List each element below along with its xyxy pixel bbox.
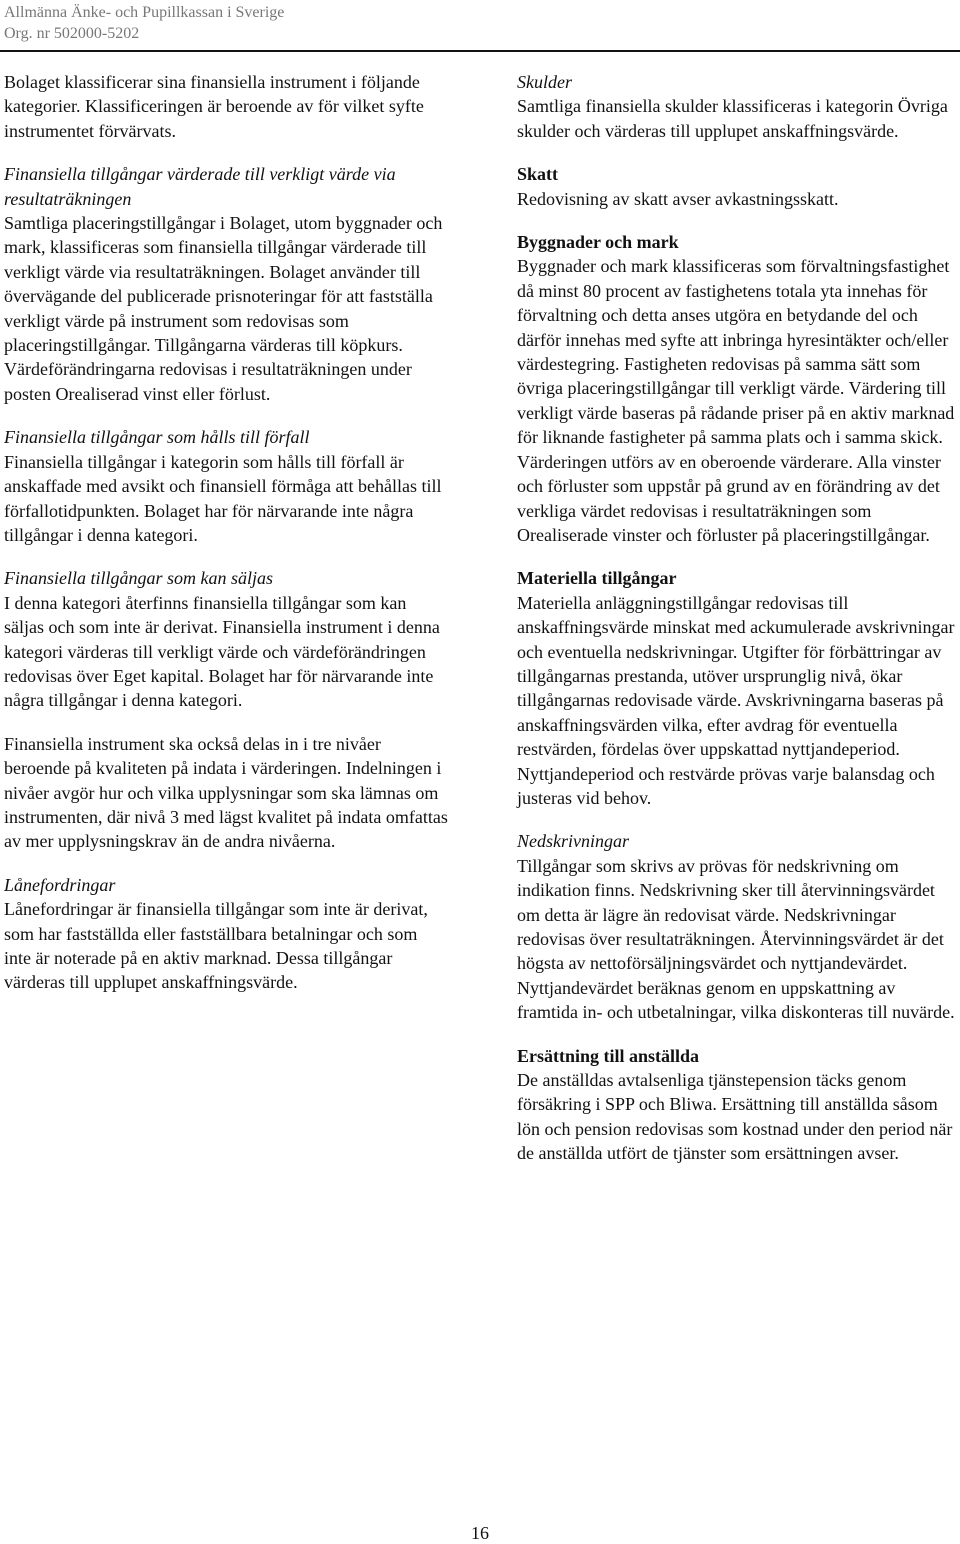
section-loans-receivable: [4, 873, 448, 995]
section-body: Tillgångar som skrivs av prövas för nedskrivning om indikation finns. Nedskrivning sker till återvinningsvärdet om detta är lägre än redovisat värde. Nedskrivningar redovisas över resultaträkningen. Återvinningsvärdet är det högsta av nettoförsäljningsvärdet och nyttjandevärdet. Nyttjandevärdet beräknas genom en uppskattning av framtida in- och utbetalningar, vilka diskonteras till nuvärde.: [517, 855, 955, 1023]
section-body: Materiella anläggningstillgångar redovisas till anskaffningsvärde minskat med ackumulerade avskrivningar och eventuella nedskrivningar. Utgifter för förbättringar av tillgångarnas prestanda, utöver ursprunglig nivå, ökar tillgångarnas redovisade värde. Avskrivningarna baseras på anskaffningsvärden vilka, efter avdrag för eventuella restvärden, fördelas över uppskattad nyttjandeperiod. Nyttjandeperiod och restvärde prövas varje balansdag och justeras vid behov.: [517, 592, 955, 808]
section-body: Lånefordringar är finansiella tillgångar som inte är derivat, som har fastställda eller fastställbara betalningar och som inte är noterade på en aktiv marknad. Dessa tillgångar värderas till upplupet anskaffningsvärde.: [4, 899, 428, 993]
section-heading: Ersättning till anställda: [517, 1045, 700, 1066]
section-heading: Materiella tillgångar: [517, 568, 677, 589]
right-column: [517, 70, 960, 1185]
section-body: Redovisning av skatt avser avkastningsskatt.: [517, 188, 839, 209]
section-buildings-and-land: [517, 230, 960, 547]
left-column: [4, 70, 448, 1014]
section-impairments: [517, 829, 960, 1024]
section-fvtpl: [4, 162, 448, 406]
header-divider: [0, 50, 960, 52]
section-tax: [517, 162, 960, 211]
section-heading: Skulder: [517, 72, 572, 92]
section-liabilities: [517, 70, 960, 143]
section-body: Finansiella instrument ska också delas in i tre nivåer beroende på kvaliteten på indata i värderingen. Indelningen i nivåer avgör hur och vilka upplysningar som ska lämnas om instrumenten, där nivå 3 med lägst kvalitet på indata omfattas av mer upplysningskrav än de andra nivåerna.: [4, 733, 448, 852]
section-body: Samtliga placeringstillgångar i Bolaget, utom byggnader och mark, klassificeras som finansiella tillgångar värderade till verkligt värde via resultaträkningen. Bolaget använder till övervägande del publicerade prisnoteringar för att fastställa verkligt värde på instrument som redovisas som placeringstillgångar. Tillgångarna värderas till köpkurs. Värdeförändringarna redovisas i resultaträkningen under posten Orealiserad vinst eller förlust.: [4, 213, 443, 404]
section-heading: Nedskrivningar: [517, 831, 629, 852]
section-body: Samtliga finansiella skulder klassificeras i kategorin Övriga skulder och värderas till upplupet anskaffningsvärde.: [517, 96, 948, 141]
section-levels: [4, 732, 448, 854]
section-tangible-assets: [517, 566, 960, 810]
section-held-to-maturity: [4, 425, 448, 547]
organization-number: Org. nr 502000-5202: [4, 25, 140, 42]
section-body: De anställdas avtalsenliga tjänstepension täcks genom försäkring i SPP och Bliwa. Ersättning till anställda såsom lön och pension redovisas som kostnad under den period när de anställda utfört de tjänster som ersättningen avser.: [517, 1070, 953, 1164]
section-heading: Finansiella tillgångar som kan säljas: [4, 568, 274, 589]
section-heading: Byggnader och mark: [517, 232, 679, 253]
section-heading: Finansiella tillgångar som hålls till förfall: [4, 427, 310, 448]
section-available-for-sale: [4, 566, 448, 712]
section-body: I denna kategori återfinns finansiella tillgångar som kan säljas och som inte är derivat. Finansiella instrument i denna kategori värderas till verkligt värde och värdeförändringen redovisas över Eget kapital. Bolaget har för närvarande inte några tillgångar i denna kategori.: [4, 592, 440, 711]
section-intro: [4, 70, 448, 143]
section-heading: Skatt: [517, 164, 559, 185]
page-number: 16: [471, 1523, 489, 1543]
section-body: Finansiella tillgångar i kategorin som hålls till förfall är anskaffade med avsikt och finansiell förmåga att behållas till förfallotidpunkten. Bolaget har för närvarande inte några tillgångar i denna kategori.: [4, 451, 442, 545]
section-heading: Finansiella tillgångar värderade till verkligt värde via resultaträkningen: [4, 164, 396, 209]
section-body: Byggnader och mark klassificeras som förvaltningsfastighet då minst 80 procent av fastighetens totala yta innehas för förvaltning och detta anses utgöra en betydande del och därför innehas med syfte att inbringa hyresintäkter och/eller värdestegring. Fastigheten redovisas på samma sätt som övriga placeringstillgångar till verkligt värde. Värdering till verkligt värde baseras på rådande priser på en aktiv marknad för liknande fastigheter på samma plats och i samma skick. Värderingen utförs av en oberoende värderare. Alla vinster och förluster som uppstår på grund av en förändring av det verkliga värdet redovisas i resultaträkningen som Orealiserade vinster och förluster på placeringstillgångar.: [517, 256, 955, 545]
organization-name: Allmänna Änke- och Pupillkassan i Sverige: [4, 4, 285, 21]
section-heading: Lånefordringar: [4, 874, 116, 895]
section-body: Bolaget klassificerar sina finansiella instrument i följande kategorier. Klassificeringen är beroende av för vilket syfte instrumentet förvärvats.: [4, 72, 424, 141]
section-employee-benefits: [517, 1044, 960, 1166]
document-header: [4, 2, 284, 44]
